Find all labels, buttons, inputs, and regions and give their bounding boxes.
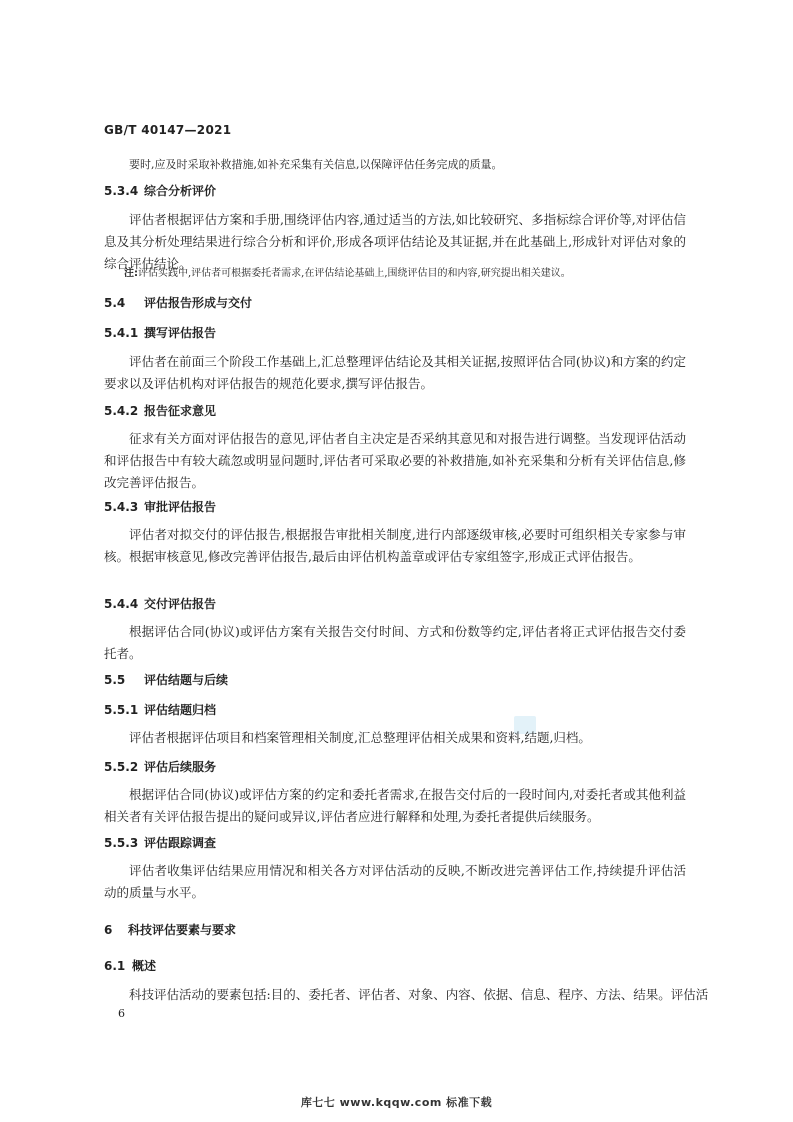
paragraph-5-5-1: 评估者根据评估项目和档案管理相关制度,汇总整理评估相关成果和资料,结题,归档。 <box>129 730 591 745</box>
section-number: 5.4.3 <box>104 500 139 514</box>
heading-5-4-3 <box>104 498 216 515</box>
heading-5-3-4 <box>104 182 216 199</box>
paragraph-5-3-4: 评估者根据评估方案和手册,围绕评估内容,通过适当的方法,如比较研究、多指标综合评价等,对评估信息及其分析处理结果进行综合分析和评价,形成各项评估结论及其证据,并在此基础上,形成针对评估对象的综合评估结论。 <box>104 212 686 271</box>
heading-5-5-2 <box>104 758 216 775</box>
section-title: 交付评估报告 <box>144 597 217 611</box>
paragraph-5-5-2: 根据评估合同(协议)或评估方案的约定和委托者需求,在报告交付后的一段时间内,对委托者或其他利益相关者有关评估报告提出的疑问或异议,评估者应进行解释和处理,为委托者提供后续服务。 <box>104 787 686 824</box>
section-title: 评估报告形成与交付 <box>144 296 253 310</box>
section-title: 评估结题与后续 <box>144 673 229 687</box>
heading-6 <box>104 921 236 938</box>
section-number: 5.4.4 <box>104 597 139 611</box>
note-label: 注: <box>124 268 138 279</box>
heading-5-4-4 <box>104 595 216 612</box>
paragraph-5-4-2: 征求有关方面对评估报告的意见,评估者自主决定是否采纳其意见和对报告进行调整。当发现评估活动和评估报告中有较大疏忽或明显问题时,评估者可采取必要的补救措施,如补充采集和分析有关评估信息,修改完善评估报告。 <box>104 431 686 490</box>
section-number: 5.4.2 <box>104 404 139 418</box>
section-title: 科技评估要素与要求 <box>128 923 237 937</box>
section-title: 综合分析评价 <box>144 184 217 198</box>
section-title: 评估结题归档 <box>144 703 217 717</box>
section-number: 5.5.3 <box>104 836 139 850</box>
continuation-paragraph: 要时,应及时采取补救措施,如补充采集有关信息,以保障评估任务完成的质量。 <box>129 158 503 171</box>
note-text: 评估实践中,评估者可根据委托者需求,在评估结论基础上,围绕评估目的和内容,研究提出相关建议。 <box>138 268 571 279</box>
paragraph-5-4-4: 根据评估合同(协议)或评估方案有关报告交付时间、方式和份数等约定,评估者将正式评估报告交付委托者。 <box>104 624 686 661</box>
page-number: 6 <box>118 1007 125 1020</box>
section-number: 5.5.2 <box>104 760 139 774</box>
heading-5-5-1 <box>104 701 216 718</box>
section-number: 6 <box>104 923 113 937</box>
section-title: 报告征求意见 <box>144 404 217 418</box>
heading-5-4-1 <box>104 324 216 341</box>
section-number: 5.4 <box>104 296 126 310</box>
heading-5-5-3 <box>104 834 216 851</box>
paragraph-5-4-3: 评估者对拟交付的评估报告,根据报告审批相关制度,进行内部逐级审核,必要时可组织相关专家参与审核。根据审核意见,修改完善评估报告,最后由评估机构盖章或评估专家组签字,形成正式评估报告。 <box>104 527 686 564</box>
section-number: 6.1 <box>104 959 126 973</box>
section-title: 评估跟踪调查 <box>144 836 217 850</box>
section-title: 概述 <box>132 959 157 973</box>
section-title: 撰写评估报告 <box>144 326 217 340</box>
heading-6-1 <box>104 957 156 974</box>
section-number: 5.4.1 <box>104 326 139 340</box>
footer-source: 库七七 www.kqqw.com 标准下载 <box>300 1096 493 1109</box>
standard-number: GB/T 40147—2021 <box>104 123 232 137</box>
paragraph-5-5-3: 评估者收集评估结果应用情况和相关各方对评估活动的反映,不断改进完善评估工作,持续提升评估活动的质量与水平。 <box>104 863 686 900</box>
section-number: 5.3.4 <box>104 184 139 198</box>
section-title: 审批评估报告 <box>144 500 217 514</box>
section-number: 5.5.1 <box>104 703 139 717</box>
heading-5-4-2 <box>104 402 216 419</box>
heading-5-4 <box>104 294 252 311</box>
paragraph-5-4-1: 评估者在前面三个阶段工作基础上,汇总整理评估结论及其相关证据,按照评估合同(协议)和方案的约定要求以及评估机构对评估报告的规范化要求,撰写评估报告。 <box>104 354 686 391</box>
section-number: 5.5 <box>104 673 126 687</box>
paragraph-6-1: 科技评估活动的要素包括:目的、委托者、评估者、对象、内容、依据、信息、程序、方法、结果。评估活 <box>129 987 709 1002</box>
note <box>124 267 694 281</box>
section-title: 评估后续服务 <box>144 760 217 774</box>
heading-5-5 <box>104 671 228 688</box>
